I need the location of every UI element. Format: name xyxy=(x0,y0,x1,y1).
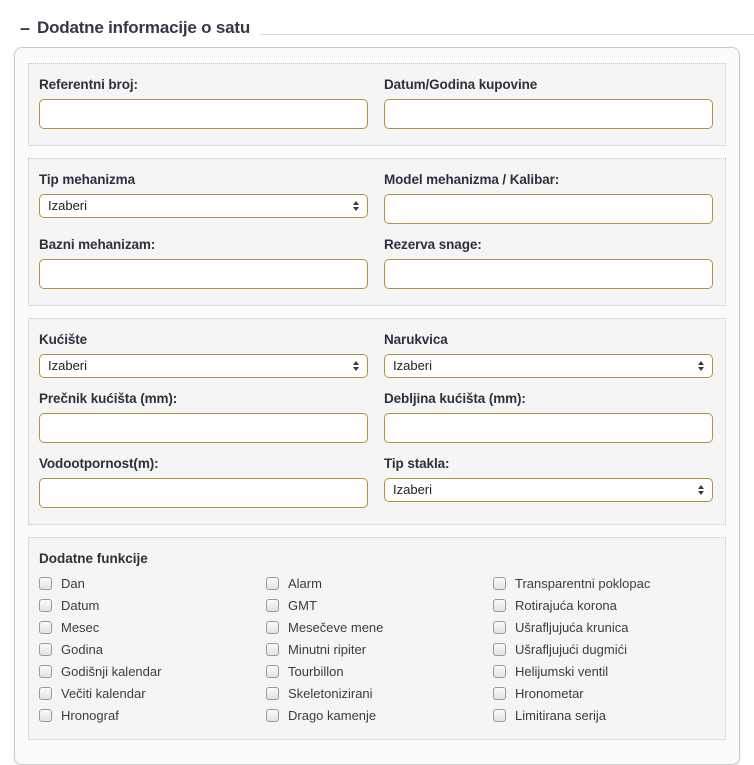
checkbox[interactable] xyxy=(493,621,506,634)
tip-mehanizma-select-value: Izaberi xyxy=(48,198,88,213)
checkbox[interactable] xyxy=(266,643,279,656)
checkbox-item-helijumski-ventil[interactable]: Helijumski ventil xyxy=(493,664,713,679)
field-precnik-kucista xyxy=(39,390,368,443)
field-model-mehanizma xyxy=(384,171,713,224)
field-kuciste xyxy=(39,331,368,378)
tip-mehanizma-select[interactable] xyxy=(39,194,368,218)
kuciste-label: Kućište xyxy=(39,332,88,347)
field-debljina-kucista xyxy=(384,390,713,443)
checkbox-item-godisnji-kalendar[interactable]: Godišnji kalendar xyxy=(39,664,266,679)
page-title: Dodatne informacije o satu xyxy=(37,18,251,37)
checkbox-item-mesec[interactable]: Mesec xyxy=(39,620,266,635)
select-spinner-icon xyxy=(353,361,359,371)
checkbox-column-3 xyxy=(493,576,713,723)
datum-kupovine-label: Datum/Godina kupovine xyxy=(384,77,538,92)
checkbox[interactable] xyxy=(266,577,279,590)
field-referentni-broj xyxy=(39,76,368,129)
checkbox[interactable] xyxy=(266,599,279,612)
model-mehanizma-label: Model mehanizma / Kalibar: xyxy=(384,172,560,187)
vodootpornost-input[interactable] xyxy=(39,478,368,508)
narukvica-select-value: Izaberi xyxy=(393,358,433,373)
section-dodatne-funkcije xyxy=(28,537,726,740)
referentni-broj-label: Referentni broj: xyxy=(39,77,138,92)
checkbox[interactable] xyxy=(39,599,52,612)
field-bazni-mehanizam xyxy=(39,236,368,289)
debljina-kucista-label: Debljina kućišta (mm): xyxy=(384,391,526,406)
debljina-kucista-input[interactable] xyxy=(384,413,713,443)
checkbox[interactable] xyxy=(39,665,52,678)
kuciste-select-value: Izaberi xyxy=(48,358,88,373)
checkbox[interactable] xyxy=(493,709,506,722)
checkbox-item-alarm[interactable]: Alarm xyxy=(266,576,493,591)
narukvica-select[interactable] xyxy=(384,354,713,378)
field-tip-mehanizma xyxy=(39,171,368,218)
select-spinner-icon xyxy=(698,361,704,371)
collapse-indicator-icon: – xyxy=(20,18,31,38)
checkbox-item-tourbillon[interactable]: Tourbillon xyxy=(266,664,493,679)
narukvica-label: Narukvica xyxy=(384,332,448,347)
checkbox-item-gmt[interactable]: GMT xyxy=(266,598,493,613)
checkbox-item-dan[interactable]: Dan xyxy=(39,576,266,591)
section-kuciste xyxy=(28,318,726,525)
checkbox[interactable] xyxy=(39,621,52,634)
checkbox[interactable] xyxy=(266,709,279,722)
checkbox-item-meseceve-mene[interactable]: Mesečeve mene xyxy=(266,620,493,635)
checkbox[interactable] xyxy=(39,577,52,590)
field-narukvica xyxy=(384,331,713,378)
checkbox[interactable] xyxy=(266,687,279,700)
precnik-kucista-input[interactable] xyxy=(39,413,368,443)
section-reference xyxy=(28,63,726,146)
checkbox[interactable] xyxy=(493,577,506,590)
checkbox[interactable] xyxy=(266,621,279,634)
dodatne-funkcije-title: Dodatne funkcije xyxy=(39,551,148,566)
checkbox-item-minutni-ripiter[interactable]: Minutni ripiter xyxy=(266,642,493,657)
tip-stakla-select[interactable] xyxy=(384,478,713,502)
checkbox-item-rotirajuca-korona[interactable]: Rotirajuća korona xyxy=(493,598,713,613)
checkbox[interactable] xyxy=(493,643,506,656)
field-datum-kupovine xyxy=(384,76,713,129)
checkbox-column-1 xyxy=(39,576,266,723)
referentni-broj-input[interactable] xyxy=(39,99,368,129)
functions-checkbox-grid xyxy=(39,576,713,723)
checkbox-item-hronograf[interactable]: Hronograf xyxy=(39,708,266,723)
header-divider xyxy=(260,34,754,35)
rezerva-snage-input[interactable] xyxy=(384,259,713,289)
checkbox[interactable] xyxy=(493,665,506,678)
vodootpornost-label: Vodootpornost(m): xyxy=(39,456,159,471)
select-spinner-icon xyxy=(698,485,704,495)
checkbox-item-transparentni-poklopac[interactable]: Transparentni poklopac xyxy=(493,576,713,591)
checkbox-item-veciti-kalendar[interactable]: Večiti kalendar xyxy=(39,686,266,701)
model-mehanizma-input[interactable] xyxy=(384,194,713,224)
collapsible-section-header[interactable] xyxy=(0,0,754,38)
checkbox[interactable] xyxy=(39,709,52,722)
checkbox-item-drago-kamenje[interactable]: Drago kamenje xyxy=(266,708,493,723)
bazni-mehanizam-label: Bazni mehanizam: xyxy=(39,237,156,252)
select-spinner-icon xyxy=(353,201,359,211)
tip-stakla-label: Tip stakla: xyxy=(384,456,450,471)
checkbox-item-godina[interactable]: Godina xyxy=(39,642,266,657)
section-mehanizam xyxy=(28,158,726,306)
checkbox-item-limitirana-serija[interactable]: Limitirana serija xyxy=(493,708,713,723)
field-vodootpornost xyxy=(39,455,368,508)
kuciste-select[interactable] xyxy=(39,354,368,378)
field-tip-stakla xyxy=(384,455,713,502)
tip-stakla-select-value: Izaberi xyxy=(393,482,433,497)
watch-info-form-panel xyxy=(14,47,740,765)
checkbox[interactable] xyxy=(39,687,52,700)
checkbox[interactable] xyxy=(39,643,52,656)
checkbox-item-usrafljujuca-krunica[interactable]: Ušrafljujuća krunica xyxy=(493,620,713,635)
bazni-mehanizam-input[interactable] xyxy=(39,259,368,289)
rezerva-snage-label: Rezerva snage: xyxy=(384,237,482,252)
checkbox[interactable] xyxy=(493,599,506,612)
checkbox[interactable] xyxy=(266,665,279,678)
precnik-kucista-label: Prečnik kućišta (mm): xyxy=(39,391,178,406)
checkbox-item-usrafljujuci-dugmici[interactable]: Ušrafljujući dugmići xyxy=(493,642,713,657)
checkbox-item-hronometar[interactable]: Hronometar xyxy=(493,686,713,701)
checkbox-item-skeletonizirani[interactable]: Skeletonizirani xyxy=(266,686,493,701)
field-rezerva-snage xyxy=(384,236,713,289)
checkbox[interactable] xyxy=(493,687,506,700)
checkbox-column-2 xyxy=(266,576,493,723)
tip-mehanizma-label: Tip mehanizma xyxy=(39,172,135,187)
datum-kupovine-input[interactable] xyxy=(384,99,713,129)
checkbox-item-datum[interactable]: Datum xyxy=(39,598,266,613)
